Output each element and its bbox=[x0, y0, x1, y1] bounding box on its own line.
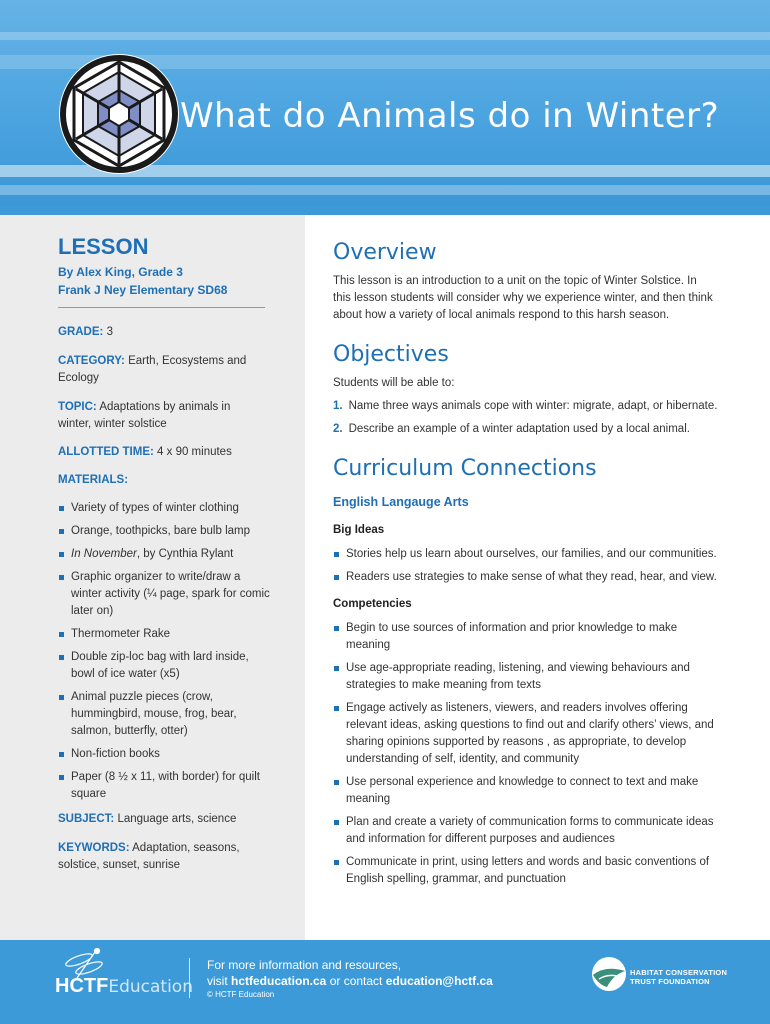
list-item bbox=[333, 398, 717, 415]
overview-heading: Overview bbox=[333, 240, 437, 265]
snowflake-icon bbox=[55, 50, 183, 178]
partner-line: HABITAT CONSERVATION bbox=[630, 968, 728, 977]
item-text: Describe an example of a winter adaptation used by a local animal. bbox=[348, 423, 690, 435]
big-ideas-list bbox=[333, 546, 718, 592]
list-item: Use personal experience and knowledge to connect to text and make meaning bbox=[333, 774, 718, 808]
item-text: Name three ways animals cope with winter: migrate, adapt, or hibernate. bbox=[348, 400, 718, 412]
category-value: Earth, Ecosystems and Ecology bbox=[58, 355, 247, 384]
time-field bbox=[58, 444, 263, 461]
subject-field bbox=[58, 811, 263, 828]
list-item: Double zip-loc bag with lard inside, bowl of ice water (x5) bbox=[58, 649, 273, 683]
list-item: Animal puzzle pieces (crow, hummingbird, mouse, frog, bear, salmon, butterfly, otter) bbox=[58, 689, 273, 740]
list-item: Readers use strategies to make sense of what they read, hear, and view. bbox=[333, 569, 718, 586]
topic-value: Adaptations by animals in winter, winter solstice bbox=[58, 401, 231, 430]
objectives-intro: Students will be able to: bbox=[333, 377, 455, 389]
big-ideas-heading: Big Ideas bbox=[333, 524, 385, 536]
list-item: Non-fiction books bbox=[58, 746, 273, 763]
author-line: By Alex King, Grade 3 bbox=[58, 265, 183, 279]
grade-field bbox=[58, 324, 263, 341]
footer-divider bbox=[189, 958, 190, 998]
author-info bbox=[58, 263, 227, 299]
overview-text: This lesson is an introduction to a unit on the topic of Winter Solstice. In this lesson students will consider why we experience winter, and then think about how a variety of local animals respond to this harsh season. bbox=[333, 275, 713, 321]
list-item: Use age-appropriate reading, listening, and viewing behaviours and strategies to make meaning from texts bbox=[333, 660, 718, 694]
list-item bbox=[333, 421, 717, 438]
item-number: 2. bbox=[333, 423, 343, 435]
materials-field bbox=[58, 472, 263, 489]
category-label: CATEGORY: bbox=[58, 355, 125, 367]
brand-suffix: Education bbox=[108, 977, 193, 997]
item-number: 1. bbox=[333, 400, 343, 412]
info-text: or contact bbox=[326, 974, 386, 988]
hctf-logo bbox=[55, 975, 193, 998]
website-link[interactable]: hctfeducation.ca bbox=[231, 974, 327, 988]
footer-info bbox=[207, 957, 493, 989]
school-line: Frank J Ney Elementary SD68 bbox=[58, 283, 228, 297]
copyright: © HCTF Education bbox=[207, 990, 275, 999]
list-item: Orange, toothpicks, bare bulb lamp bbox=[58, 523, 273, 540]
materials-label: MATERIALS: bbox=[58, 474, 129, 486]
grade-label: GRADE: bbox=[58, 326, 104, 338]
materials-list bbox=[58, 500, 273, 809]
info-line: For more information and resources, bbox=[207, 958, 402, 972]
list-item: Graphic organizer to write/draw a winter activity (¼ page, spark for comic later on) bbox=[58, 569, 273, 620]
time-value: 4 x 90 minutes bbox=[157, 446, 232, 458]
htcf-logo-icon bbox=[585, 955, 633, 993]
brand-name: HCTF bbox=[55, 975, 109, 997]
category-field bbox=[58, 353, 263, 387]
curriculum-heading: Curriculum Connections bbox=[333, 456, 597, 481]
page-title: What do Animals do in Winter? bbox=[180, 96, 720, 136]
list-item: Engage actively as listeners, viewers, and readers involves offering relevant ideas, asking questions to find out and clarify others’ views, and sharing opinions supported by reasons , as appropriate, to develop understanding of self, identity, and community bbox=[333, 700, 718, 768]
subject-label: SUBJECT: bbox=[58, 813, 115, 825]
keywords-label: KEYWORDS: bbox=[58, 842, 130, 854]
lesson-heading: LESSON bbox=[58, 234, 149, 259]
keywords-value: Adaptation, seasons, solstice, sunset, sunrise bbox=[58, 842, 240, 871]
keywords-field bbox=[58, 840, 263, 874]
time-label: ALLOTTED TIME: bbox=[58, 446, 154, 458]
partner-line: TRUST FOUNDATION bbox=[630, 977, 710, 986]
list-item: Paper (8 ½ x 11, with border) for quilt square bbox=[58, 769, 273, 803]
list-item: Variety of types of winter clothing bbox=[58, 500, 273, 517]
objectives-heading: Objectives bbox=[333, 342, 449, 367]
topic-label: TOPIC: bbox=[58, 401, 97, 413]
email-link[interactable]: education@hctf.ca bbox=[385, 974, 493, 988]
grade-value: 3 bbox=[106, 326, 113, 338]
competencies-list bbox=[333, 620, 718, 894]
list-item: Plan and create a variety of communication forms to communicate ideas and information for different purposes and audiences bbox=[333, 814, 718, 848]
book-title: In November bbox=[71, 548, 137, 560]
contact-line bbox=[207, 973, 493, 989]
topic-field bbox=[58, 399, 263, 433]
info-text: visit bbox=[207, 974, 231, 988]
subject-value: Language arts, science bbox=[117, 813, 237, 825]
htcf-logo bbox=[630, 968, 727, 986]
divider bbox=[58, 307, 265, 308]
book-author: , by Cynthia Rylant bbox=[136, 548, 234, 560]
objectives-list bbox=[333, 398, 717, 444]
header-stripe bbox=[0, 185, 770, 195]
list-item: Communicate in print, using letters and words and basic conventions of English spelling, grammar, and punctuation bbox=[333, 854, 718, 888]
header-stripe bbox=[0, 32, 770, 40]
list-item: Stories help us learn about ourselves, our families, and our communities. bbox=[333, 546, 718, 563]
list-item: Begin to use sources of information and prior knowledge to make meaning bbox=[333, 620, 718, 654]
competencies-heading: Competencies bbox=[333, 598, 412, 610]
list-item: Thermometer Rake bbox=[58, 626, 273, 643]
subject-heading: English Langauge Arts bbox=[333, 495, 469, 509]
list-item bbox=[58, 546, 273, 563]
